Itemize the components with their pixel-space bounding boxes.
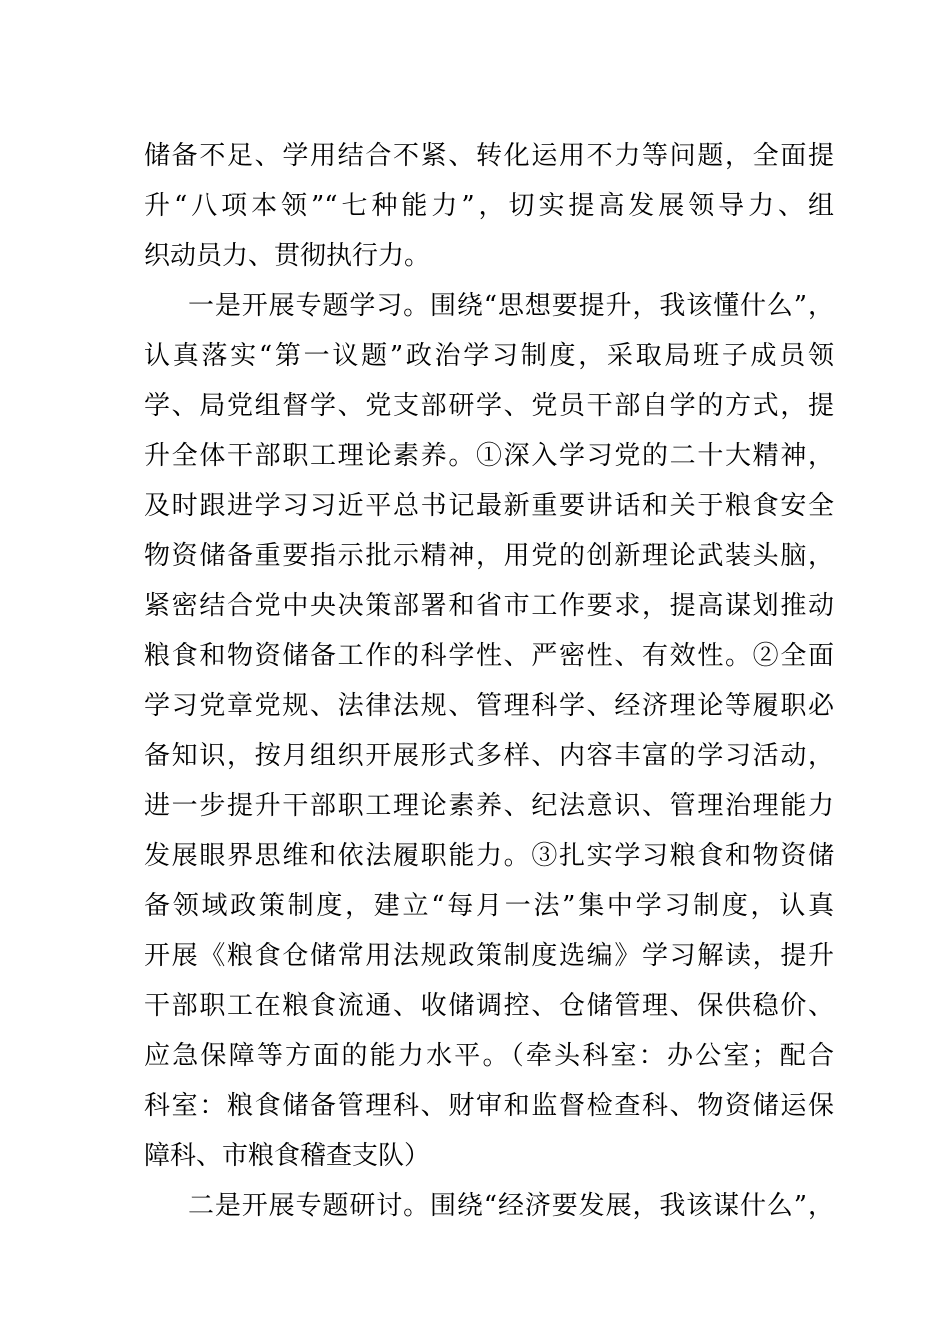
text-line: 干部职工在粮食流通、收储调控、仓储管理、保供稳价、	[144, 991, 834, 1021]
text-line: 进一步提升干部职工理论素养、纪法意识、管理治理能力	[144, 791, 834, 821]
text-line: 织动员力、贯彻执行力。	[144, 241, 431, 271]
paragraph-study	[144, 281, 834, 1181]
text-line: 学习党章党规、法律法规、管理科学、经济理论等履职必	[144, 691, 834, 721]
text-line: 及时跟进学习习近平总书记最新重要讲话和关于粮食安全	[144, 491, 834, 521]
text-line: 科室：粮食储备管理科、财审和监督检查科、物资储运保	[144, 1091, 834, 1121]
text-line: 发展眼界思维和依法履职能力。③扎实学习粮食和物资储	[144, 841, 834, 871]
text-line: 物资储备重要指示批示精神，用党的创新理论武装头脑，	[144, 541, 834, 571]
text-line: 应急保障等方面的能力水平。（牵头科室：办公室；配合	[144, 1041, 834, 1071]
text-line: 备领域政策制度，建立“每月一法”集中学习制度，认真	[144, 891, 834, 921]
text-line: 认真落实“第一议题”政治学习制度，采取局班子成员领	[144, 341, 834, 371]
text-line: 备知识，按月组织开展形式多样、内容丰富的学习活动，	[144, 741, 834, 771]
text-line: 一是开展专题学习。围绕“思想要提升，我该懂什么”，	[188, 291, 834, 321]
text-line: 粮食和物资储备工作的科学性、严密性、有效性。②全面	[144, 641, 834, 671]
text-line: 学、局党组督学、党支部研学、党员干部自学的方式，提	[144, 391, 834, 421]
document-body	[144, 131, 834, 1231]
paragraph-intro	[144, 131, 834, 281]
text-line: 储备不足、学用结合不紧、转化运用不力等问题，全面提	[144, 141, 834, 171]
text-line: 升全体干部职工理论素养。①深入学习党的二十大精神，	[144, 441, 834, 471]
text-line: 二是开展专题研讨。围绕“经济要发展，我该谋什么”，	[188, 1191, 834, 1221]
paragraph-discussion	[144, 1181, 834, 1231]
text-line: 障科、市粮食稽查支队）	[144, 1141, 431, 1171]
text-line: 升“八项本领”“七种能力”，切实提高发展领导力、组	[144, 191, 834, 221]
text-line: 开展《粮食仓储常用法规政策制度选编》学习解读，提升	[144, 941, 834, 971]
text-line: 紧密结合党中央决策部署和省市工作要求，提高谋划推动	[144, 591, 834, 621]
